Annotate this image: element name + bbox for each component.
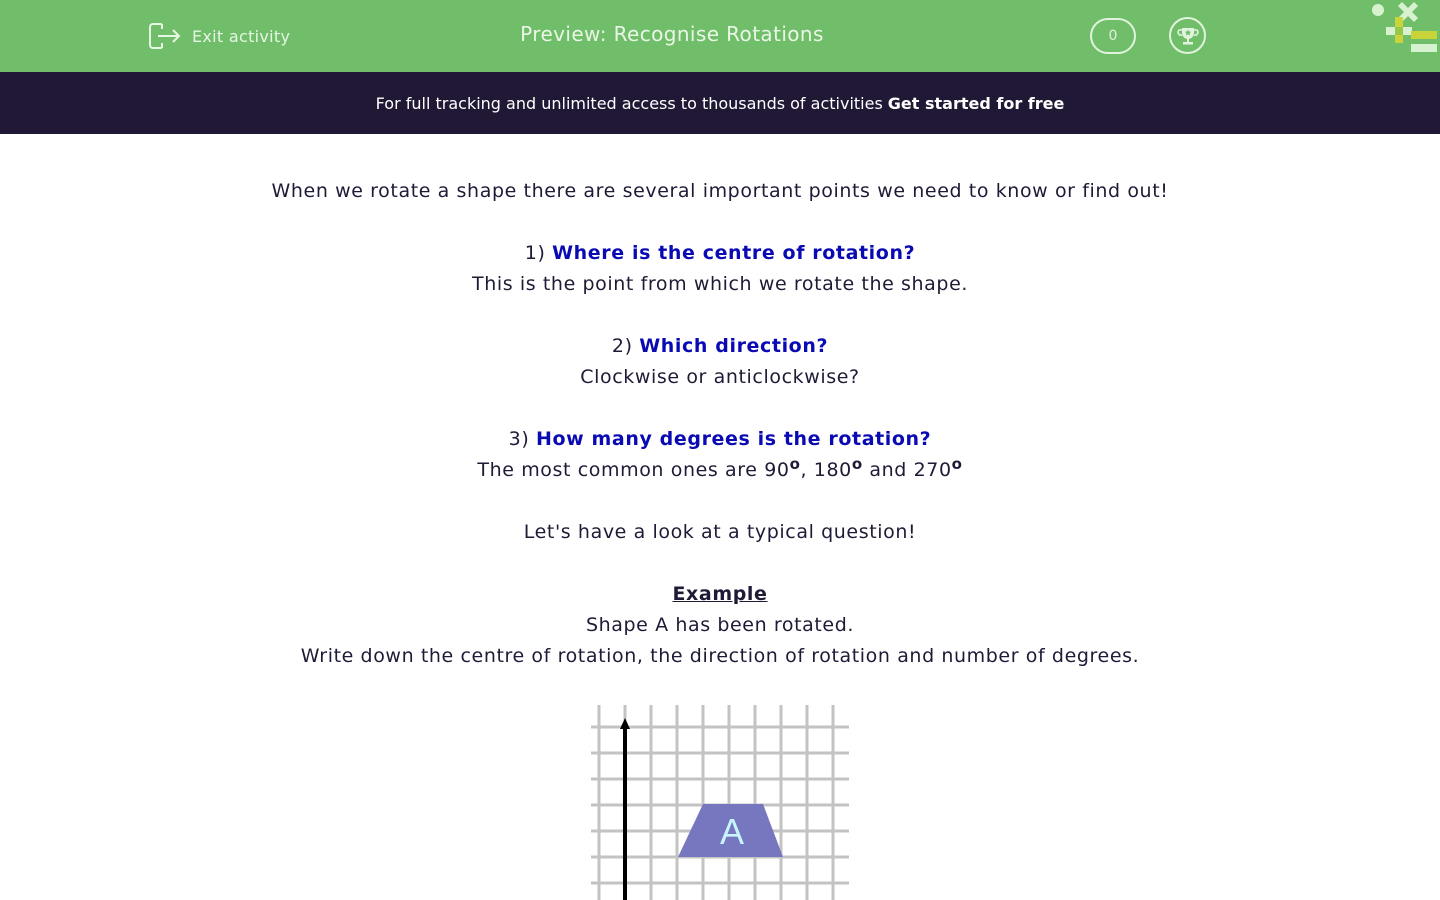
angle-180: 180 [813, 459, 852, 481]
point-3-explanation: The most common ones are 90$^o$, 180$^o$ and 270$^o$ [477, 455, 963, 481]
intro-text: When we rotate a shape there are several important points we need to know or find out! [271, 180, 1169, 202]
example-line-2: Write down the centre of rotation, the direction of rotation and number of degrees. [300, 645, 1140, 667]
point-2-heading [0, 331, 1440, 362]
lesson-content [0, 176, 1440, 672]
point-1-question: Where is the centre of rotation? [552, 242, 916, 264]
shape-a-label: A [719, 811, 745, 852]
rotation-grid-diagram [591, 705, 849, 900]
top-bar [0, 0, 1440, 72]
arrow-head-icon [620, 718, 630, 729]
point-1-number: 1) [524, 242, 546, 264]
degree-symbol: o [851, 455, 863, 473]
angle-270: 270 [913, 459, 952, 481]
angles-prefix: The most common ones are [477, 459, 758, 481]
trophy-icon [1177, 25, 1199, 47]
degree-symbol: o [789, 455, 801, 473]
point-2-question: Which direction? [639, 335, 829, 357]
signup-banner [0, 72, 1440, 134]
angle-90: 90 [764, 459, 790, 481]
exit-activity-label: Exit activity [192, 26, 291, 46]
banner-text: For full tracking and unlimited access to thousands of activities [375, 93, 883, 113]
trophy-button[interactable] [1169, 17, 1206, 54]
point-1-explanation: This is the point from which we rotate the shape. [472, 273, 968, 295]
score-badge [1090, 18, 1136, 54]
point-2-number: 2) [611, 335, 633, 357]
point-3-question: How many degrees is the rotation? [536, 428, 932, 450]
point-2-explanation: Clockwise or anticlockwise? [580, 366, 860, 388]
degree-symbol: o [951, 455, 963, 473]
point-1-heading [0, 238, 1440, 269]
score-value: 0 [1108, 28, 1118, 44]
page-title: Preview: Recognise Rotations [520, 22, 824, 46]
point-3-number: 3) [508, 428, 530, 450]
point-3-heading [0, 424, 1440, 455]
lead-in-text: Let's have a look at a typical question! [523, 521, 917, 543]
logo-icon [1368, 0, 1440, 60]
grid-lines [591, 705, 849, 900]
example-heading: Example [672, 583, 768, 605]
get-started-link[interactable]: Get started for free [887, 93, 1065, 113]
example-line-1: Shape A has been rotated. [585, 614, 855, 636]
